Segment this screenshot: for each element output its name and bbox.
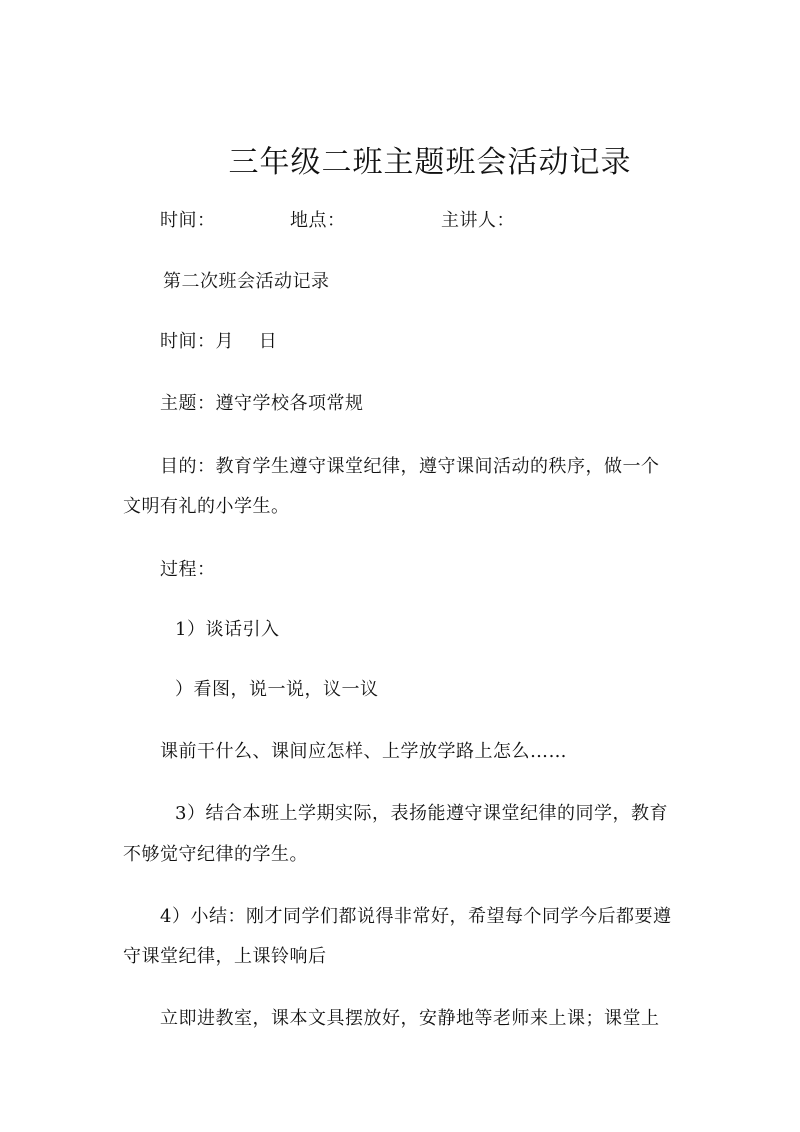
step-4-line-3: 立即进教室，课本文具摆放好，安静地等老师来上课；课堂上 [160, 1008, 660, 1029]
step-4-line-1: 4）小结：刚才同学们都说得非常好，希望每个同学今后都要遵 [160, 906, 672, 927]
step-1: 1）谈话引入 [175, 619, 280, 640]
step-4-line-2: 守课堂纪律，上课铃响后 [123, 946, 327, 967]
document-title: 三年级二班主题班会活动记录 [228, 145, 632, 180]
step-2-detail: 课前干什么、课间应怎样、上学放学路上怎么…… [160, 741, 567, 762]
place-label: 地点： [290, 210, 346, 231]
section-heading: 第二次班会活动记录 [163, 271, 330, 292]
date-line: 时间：月 日 [160, 331, 278, 352]
step-2: ）看图，说一说，议一议 [175, 679, 379, 700]
process-label: 过程： [160, 559, 216, 580]
step-3-line-1: 3）结合本班上学期实际，表扬能遵守课堂纪律的同学，教育 [175, 803, 668, 824]
purpose-line-2: 文明有礼的小学生。 [123, 496, 290, 517]
step-3-line-2: 不够觉守纪律的学生。 [123, 844, 308, 865]
purpose-line-1: 目的：教育学生遵守课堂纪律，遵守课间活动的秩序，做一个 [160, 456, 660, 477]
speaker-label: 主讲人： [441, 210, 515, 231]
time-label: 时间： [160, 210, 216, 231]
theme-line: 主题：遵守学校各项常规 [160, 393, 364, 414]
